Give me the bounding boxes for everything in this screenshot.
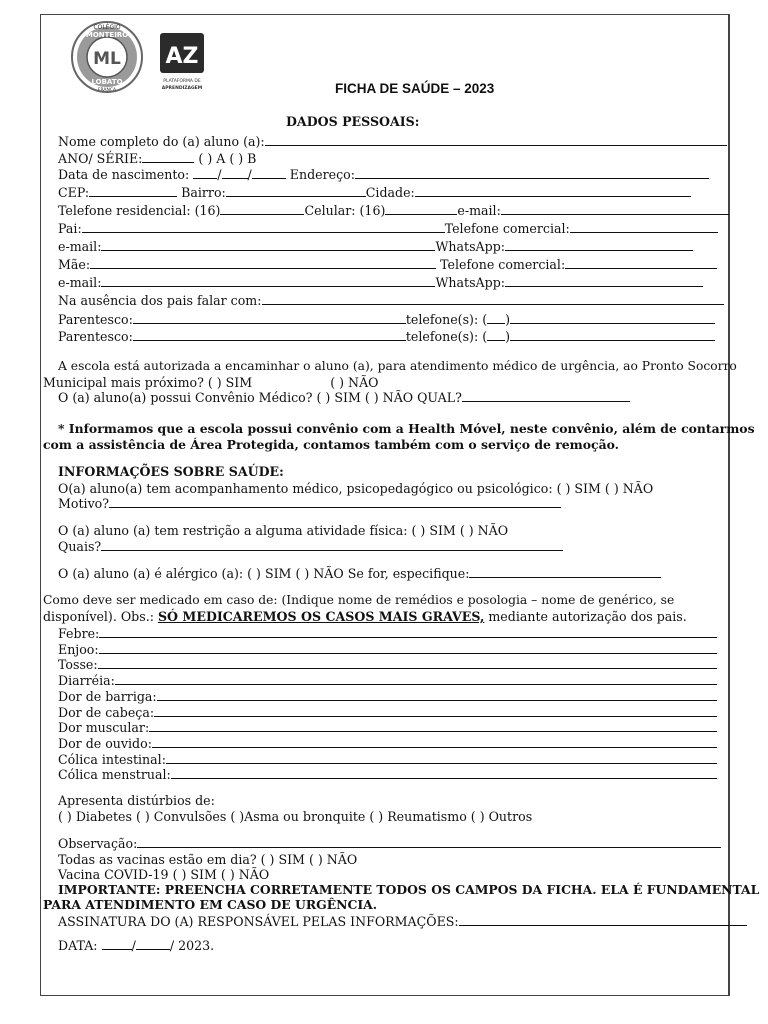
- colegio-monteiro-lobato-logo: [67, 20, 147, 94]
- field-celular[interactable]: [385, 203, 457, 215]
- field-nome[interactable]: [265, 134, 727, 146]
- field-data-dia[interactable]: [102, 938, 132, 950]
- row-pai: [58, 221, 718, 236]
- symptom-medication-field[interactable]: [171, 767, 717, 779]
- field-ausencia[interactable]: [262, 293, 724, 305]
- label-celular: Celular: (16): [304, 203, 386, 218]
- symptom-label: Febre:: [58, 626, 100, 641]
- svg-text:PLATAFORMA DE: PLATAFORMA DE: [163, 79, 201, 84]
- date-sep: /: [217, 167, 222, 182]
- field-observacao[interactable]: [137, 836, 721, 848]
- symptom-row: [58, 767, 717, 782]
- field-parentesco-2[interactable]: [133, 329, 406, 341]
- symptom-medication-field[interactable]: [99, 642, 717, 654]
- svg-text:FRANCA: FRANCA: [97, 88, 117, 93]
- label-whatsapp-pai: WhatsApp:: [435, 239, 506, 254]
- field-bairro[interactable]: [226, 185, 366, 197]
- symptom-medication-field[interactable]: [154, 705, 717, 717]
- symptom-label: Dor de ouvido:: [58, 735, 152, 751]
- row-convenio: [58, 390, 630, 405]
- field-email[interactable]: [501, 203, 729, 215]
- data-year: / 2023.: [169, 938, 215, 953]
- row-parentesco-1: [58, 312, 715, 327]
- field-mae[interactable]: [90, 257, 436, 269]
- row-assinatura: [58, 914, 747, 929]
- label-observacao: Observação:: [58, 836, 138, 851]
- field-endereco[interactable]: [355, 167, 709, 179]
- obs-warning: SÓ MEDICAREMOS OS CASOS MAIS GRAVES,: [157, 609, 485, 624]
- symptom-label: Tosse:: [58, 657, 98, 673]
- urgency-question-line1: A escola está autorizada a encaminhar o aluno (a), para atendimento médico de urgência, ao Pronto Socorro: [58, 359, 737, 373]
- svg-text:APRENDIZAGEM: APRENDIZAGEM: [161, 86, 203, 91]
- field-whatsapp-pai[interactable]: [505, 239, 693, 251]
- row-data: [58, 938, 214, 953]
- svg-text:COLÉGIO: COLÉGIO: [93, 24, 121, 31]
- symptom-medication-field[interactable]: [166, 752, 717, 764]
- symptom-label: Cólica menstrual:: [58, 767, 171, 783]
- label-bairro: Bairro:: [181, 185, 226, 200]
- symptom-label: Dor muscular:: [58, 720, 150, 736]
- obs-tail: mediante autorização dos pais.: [484, 609, 687, 624]
- svg-text:ML: ML: [93, 49, 121, 69]
- field-tel-com-pai[interactable]: [570, 221, 718, 233]
- section-heading-health: INFORMAÇÕES SOBRE SAÚDE:: [58, 464, 284, 479]
- label-endereco: Endereço:: [289, 167, 355, 182]
- row-ausencia: [58, 293, 724, 308]
- question-alergico[interactable]: O (a) aluno (a) é alérgico (a): ( ) SIM ( ) NÃO Se for, especifique:: [58, 566, 470, 581]
- label-tel-com-pai: Telefone comercial:: [444, 221, 570, 236]
- paren-close: ): [505, 329, 511, 344]
- symptom-label: Cólica intestinal:: [58, 751, 166, 767]
- date-sep: /: [247, 167, 252, 182]
- note-health-movel-line1: * Informamos que a escola possui convênio com a Health Móvel, neste convênio, além de contarmos: [58, 421, 755, 436]
- field-motivo[interactable]: [109, 496, 561, 508]
- field-email-pai[interactable]: [101, 239, 435, 251]
- question-restricao[interactable]: O (a) aluno (a) tem restrição a alguma atividade física: ( ) SIM ( ) NÃO: [58, 523, 509, 538]
- row-mae: [58, 257, 717, 272]
- field-alergia[interactable]: [469, 566, 661, 578]
- label-nome: Nome completo do (a) aluno (a):: [58, 134, 265, 149]
- symptom-label: Diarréia:: [58, 673, 115, 689]
- symptom-row: [58, 720, 717, 735]
- symptom-row: [58, 736, 717, 751]
- svg-text:MONTEIRO: MONTEIRO: [85, 31, 129, 39]
- label-email-mae: e-mail:: [58, 275, 102, 290]
- date-sep: /: [131, 938, 136, 953]
- label-whatsapp-mae: WhatsApp:: [435, 275, 506, 290]
- symptom-medication-field[interactable]: [98, 657, 717, 669]
- urgency-question-line2: [43, 375, 379, 390]
- disturbios-options[interactable]: ( ) Diabetes ( ) Convulsões ( )Asma ou bronquite ( ) Reumatismo ( ) Outros: [58, 809, 533, 824]
- symptom-row: [58, 752, 717, 767]
- section-heading-personal: DADOS PESSOAIS:: [286, 114, 420, 129]
- label-mae: Mãe:: [58, 257, 91, 272]
- paren-close: ): [505, 312, 511, 327]
- field-pai[interactable]: [82, 221, 445, 233]
- label-assinatura: ASSINATURA DO (A) RESPONSÁVEL PELAS INFORMAÇÕES:: [58, 914, 459, 929]
- field-cidade[interactable]: [415, 185, 691, 197]
- symptom-row: [58, 642, 717, 657]
- label-cidade: Cidade:: [365, 185, 415, 200]
- symptom-row: [58, 657, 717, 672]
- label-cep: CEP:: [58, 185, 90, 200]
- row-nascimento: [58, 167, 709, 182]
- symptom-label: Dor de cabeça:: [58, 704, 155, 720]
- label-quais: Quais?: [58, 539, 102, 554]
- field-mes[interactable]: [222, 167, 248, 179]
- field-dia[interactable]: [193, 167, 217, 179]
- symptom-medication-field[interactable]: [157, 689, 717, 701]
- important-line2: PARA ATENDIMENTO EM CASO DE URGÊNCIA.: [43, 897, 378, 912]
- row-parentesco-2: [58, 329, 715, 344]
- row-cep: [58, 185, 691, 200]
- row-email-pai: [58, 239, 693, 254]
- note-health-movel-line2: com a assistência de Área Protegida, contamos também com o serviço de remoção.: [43, 437, 619, 452]
- field-email-mae[interactable]: [101, 275, 435, 287]
- label-motivo: Motivo?: [58, 496, 110, 511]
- field-ano-nasc[interactable]: [252, 167, 286, 179]
- field-whatsapp-mae[interactable]: [505, 275, 703, 287]
- row-nome: [58, 134, 727, 149]
- field-ddd-2[interactable]: [487, 329, 505, 341]
- symptom-medication-field[interactable]: [115, 673, 717, 685]
- field-convenio-qual[interactable]: [462, 390, 630, 402]
- label-telefones: telefone(s): (: [405, 312, 488, 327]
- label-data: DATA:: [58, 938, 98, 953]
- medication-intro-line1: Como deve ser medicado em caso de: (Indique nome de remédios e posologia – nome de genérico, se: [43, 593, 675, 607]
- question-vacinas[interactable]: Todas as vacinas estão em dia? ( ) SIM ( ) NÃO: [58, 852, 358, 867]
- symptom-medication-field[interactable]: [149, 720, 717, 732]
- ano-options[interactable]: ( ) A ( ) B: [198, 151, 257, 166]
- question-covid[interactable]: Vacina COVID-19 ( ) SIM ( ) NÃO: [58, 867, 270, 882]
- symptom-label: Enjoo:: [58, 641, 99, 657]
- field-telefone-2[interactable]: [510, 329, 715, 341]
- field-cep[interactable]: [89, 185, 177, 197]
- important-line1: IMPORTANTE: PREENCHA CORRETAMENTE TODOS OS CAMPOS DA FICHA. ELA É FUNDAMENTAL: [58, 882, 760, 897]
- label-email-pai: e-mail:: [58, 239, 102, 254]
- urgency-nao[interactable]: ( ) NÃO: [330, 375, 379, 390]
- label-ausencia: Na ausência dos pais falar com:: [58, 293, 262, 308]
- row-motivo: [58, 496, 561, 511]
- label-parentesco: Parentesco:: [58, 312, 133, 327]
- field-tel-res[interactable]: [220, 203, 304, 215]
- field-data-mes[interactable]: [136, 938, 170, 950]
- row-alergico: [58, 566, 661, 581]
- symptom-row: [58, 705, 717, 720]
- az-platform-logo: [158, 33, 206, 91]
- label-tel-res: Telefone residencial: (16): [58, 203, 221, 218]
- label-email: e-mail:: [457, 203, 501, 218]
- label-telefones: telefone(s): (: [405, 329, 488, 344]
- field-parentesco-1[interactable]: [133, 312, 406, 324]
- form-title: FICHA DE SAÚDE – 2023: [335, 81, 495, 96]
- row-observacao: [58, 836, 721, 851]
- row-quais: [58, 539, 563, 554]
- field-ddd-1[interactable]: [487, 312, 505, 324]
- row-email-mae: [58, 275, 703, 290]
- obs-label: disponível). Obs.:: [43, 609, 158, 624]
- field-tel-com-mae[interactable]: [565, 257, 717, 269]
- field-ano[interactable]: [142, 151, 194, 163]
- medication-intro-line2: [43, 609, 687, 624]
- symptom-label: Dor de barriga:: [58, 688, 157, 704]
- urgency-sim[interactable]: Municipal mais próximo? ( ) SIM: [43, 375, 253, 390]
- label-ano: ANO/ SÉRIE:: [58, 151, 143, 166]
- symptom-medication-field[interactable]: [99, 626, 717, 638]
- label-parentesco: Parentesco:: [58, 329, 133, 344]
- question-acompanhamento[interactable]: O(a) aluno(a) tem acompanhamento médico, psicopedagógico ou psicológico: ( ) SIM ( ) NÃO: [58, 481, 654, 496]
- label-tel-com-mae: Telefone comercial:: [436, 257, 566, 272]
- symptom-row: [58, 626, 717, 641]
- field-quais[interactable]: [101, 539, 563, 551]
- field-assinatura[interactable]: [459, 914, 747, 926]
- label-convenio[interactable]: O (a) aluno(a) possui Convênio Médico? ( ) SIM ( ) NÃO QUAL?: [58, 390, 462, 405]
- row-telefones: [58, 203, 729, 218]
- label-disturbios: Apresenta distúrbios de:: [58, 793, 215, 808]
- symptom-row: [58, 689, 717, 704]
- symptom-row: [58, 673, 717, 688]
- svg-text:LOBATO: LOBATO: [91, 78, 123, 86]
- symptom-medication-field[interactable]: [152, 736, 717, 748]
- field-telefone-1[interactable]: [510, 312, 715, 324]
- label-pai: Pai:: [58, 221, 82, 236]
- label-nascimento: Data de nascimento:: [58, 167, 190, 182]
- svg-text:AZ: AZ: [165, 44, 199, 69]
- row-ano: [58, 151, 256, 166]
